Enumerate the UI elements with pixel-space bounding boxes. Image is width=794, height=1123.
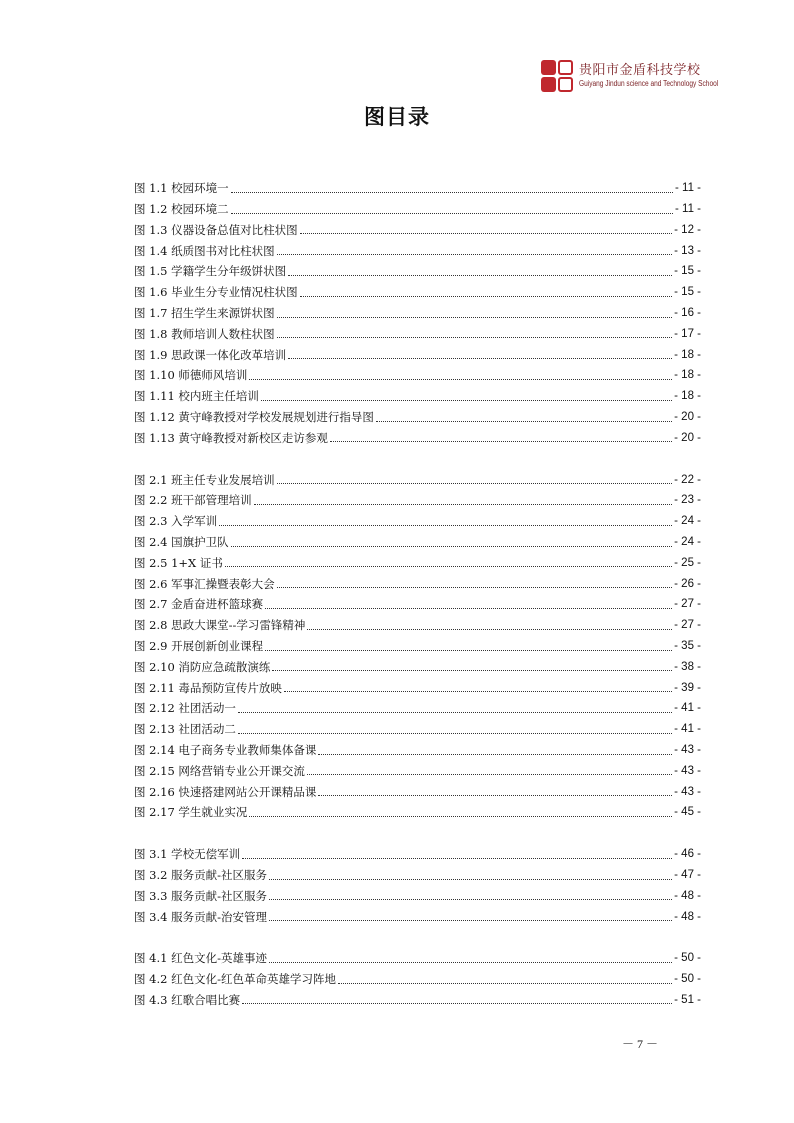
toc-entry-label: 图 2.14 电子商务专业教师集体备课	[134, 743, 317, 758]
toc-entry-label: 图 1.10 师德师风培训	[134, 368, 248, 383]
toc-entry-label: 图 2.8 思政大课堂--学习雷锋精神	[134, 618, 306, 633]
dot-leader	[231, 192, 673, 193]
toc-entry-label: 图 1.1 校园环境一	[134, 181, 229, 196]
toc-entry-page: - 16 -	[674, 307, 701, 320]
toc-entry-label: 图 1.8 教师培训人数柱状图	[134, 326, 275, 341]
toc-entry-page: - 11 -	[675, 203, 701, 216]
toc-entry-label: 图 1.3 仪器设备总值对比柱状图	[134, 222, 298, 237]
dot-leader	[231, 546, 673, 547]
dot-leader	[269, 962, 672, 963]
toc-entry[interactable]	[134, 863, 701, 884]
toc-entry[interactable]	[134, 384, 701, 405]
toc-entry-page: - 17 -	[674, 327, 701, 340]
dot-leader	[307, 774, 672, 775]
dot-leader	[261, 400, 672, 401]
toc-entry-page: - 47 -	[674, 869, 701, 881]
toc-entry[interactable]	[134, 717, 701, 738]
toc-entry[interactable]	[134, 530, 701, 551]
toc-entry-label: 图 3.3 服务贡献-社区服务	[134, 888, 267, 903]
toc-entry-label: 图 3.2 服务贡献-社区服务	[134, 868, 267, 882]
toc-entry-page: - 38 -	[674, 660, 701, 673]
toc-entry-label: 图 2.3 入学军训	[134, 514, 218, 529]
toc-entry-label: 图 1.7 招生学生来源饼状图	[134, 306, 275, 321]
school-name	[579, 64, 749, 88]
toc-entry-page: - 24 -	[674, 536, 701, 549]
dot-leader	[318, 754, 672, 755]
toc-entry-page: - 20 -	[674, 431, 701, 444]
dot-leader	[249, 379, 672, 380]
toc-entry-label: 图 1.11 校内班主任培训	[134, 389, 259, 404]
toc-entry-page: - 24 -	[674, 515, 701, 528]
toc-entry[interactable]	[134, 238, 701, 259]
toc-entry[interactable]	[134, 342, 701, 363]
toc-entry-page: - 12 -	[674, 223, 701, 236]
dot-leader	[265, 650, 672, 651]
toc-entry[interactable]	[134, 592, 701, 613]
toc-entry-label: 图 2.10 消防应急疏散演练	[134, 659, 271, 674]
toc-entry-page: - 15 -	[674, 286, 701, 299]
dot-leader	[277, 587, 673, 588]
dot-leader	[269, 920, 672, 921]
toc-entry-page: - 11 -	[675, 182, 701, 195]
dot-leader	[300, 233, 673, 234]
toc-entry-label: 图 2.7 金盾奋进杯篮球赛	[134, 597, 264, 612]
toc-entry-label: 图 2.13 社团活动二	[134, 722, 236, 737]
toc-entry-label: 图 1.6 毕业生分专业情况柱状图	[134, 285, 298, 300]
toc-entry-page: - 48 -	[674, 910, 701, 923]
toc-entry-page: - 26 -	[674, 577, 701, 590]
toc-entry-page: - 18 -	[674, 369, 701, 382]
dot-leader	[307, 629, 672, 630]
toc-entry-page: - 27 -	[674, 598, 701, 611]
toc-entry-page: - 48 -	[674, 889, 701, 902]
dot-leader	[269, 899, 672, 900]
toc-entry[interactable]	[134, 946, 701, 967]
toc-entry-label: 图 1.5 学籍学生分年级饼状图	[134, 264, 287, 279]
toc-entry-page: - 22 -	[674, 473, 701, 486]
figure-group	[134, 176, 701, 446]
page-title: 图目录	[364, 105, 430, 129]
dot-leader	[254, 504, 673, 505]
toc-entry-page: - 35 -	[674, 640, 701, 653]
toc-entry-page: - 15 -	[674, 265, 701, 278]
dot-leader	[249, 816, 672, 817]
toc-entry-page: - 23 -	[674, 494, 701, 507]
toc-entry-page: - 41 -	[674, 723, 701, 736]
toc-entry-page: - 18 -	[674, 348, 701, 361]
dot-leader	[277, 483, 673, 484]
dot-leader	[219, 525, 672, 526]
school-logo-icon	[541, 60, 574, 93]
figure-group	[134, 467, 701, 821]
toc-entry-label: 图 2.16 快速搭建网站公开课精品课	[134, 784, 317, 799]
toc-entry-label: 图 2.5 1+X 证书	[134, 555, 223, 570]
toc-entry-label: 图 4.3 红歌合唱比赛	[134, 992, 241, 1007]
dot-leader	[277, 254, 673, 255]
toc-entry-page: - 50 -	[674, 973, 701, 986]
toc-entry[interactable]	[134, 551, 701, 572]
toc-entry-label: 图 2.4 国旗护卫队	[134, 535, 229, 550]
toc-entry-label: 图 2.2 班干部管理培训	[134, 493, 252, 508]
dot-leader	[284, 691, 672, 692]
dot-leader	[277, 337, 673, 338]
toc-entry-label: 图 2.11 毒品预防宣传片放映	[134, 680, 282, 695]
page-number: － 7 －	[622, 1037, 659, 1051]
toc-entry-page: - 20 -	[674, 411, 701, 424]
toc-entry[interactable]	[134, 363, 701, 384]
toc-entry-label: 图 4.2 红色文化-红色革命英雄学习阵地	[134, 972, 336, 987]
toc-entry-page: - 41 -	[674, 702, 701, 715]
toc-entry[interactable]	[134, 467, 701, 488]
toc-entry[interactable]	[134, 301, 701, 322]
dot-leader	[300, 296, 673, 297]
toc-entry[interactable]	[134, 967, 701, 988]
toc-entry-label: 图 2.17 学生就业实况	[134, 805, 248, 820]
toc-entry-label: 图 4.1 红色文化-英雄事迹	[134, 951, 267, 966]
toc-entry-label: 图 1.4 纸质图书对比柱状图	[134, 243, 275, 258]
toc-entry[interactable]	[134, 613, 701, 634]
toc-entry[interactable]	[134, 842, 701, 863]
school-name-cn: 贵阳市金盾科技学校	[579, 63, 701, 78]
dot-leader	[277, 317, 673, 318]
toc-entry-page: - 25 -	[674, 556, 701, 569]
toc-entry[interactable]	[134, 655, 701, 676]
school-header	[541, 58, 721, 94]
toc-entry[interactable]	[134, 738, 701, 759]
toc-entry-page: - 45 -	[674, 806, 701, 819]
toc-entry-page: - 50 -	[674, 952, 701, 965]
toc-entry-label: 图 2.1 班主任专业发展培训	[134, 472, 275, 487]
dot-leader	[269, 879, 672, 880]
dot-leader	[330, 441, 672, 442]
dot-leader	[265, 608, 672, 609]
toc-entry[interactable]	[134, 759, 701, 780]
toc-entry-page: - 51 -	[674, 993, 701, 1006]
dot-leader	[288, 358, 672, 359]
toc-entry-label: 图 2.15 网络营销专业公开课交流	[134, 763, 305, 778]
toc-entry-page: - 46 -	[674, 848, 701, 861]
toc-entry[interactable]	[134, 509, 701, 530]
figure-list	[134, 176, 701, 1029]
dot-leader	[231, 213, 673, 214]
toc-entry[interactable]	[134, 405, 701, 426]
toc-entry-page: - 27 -	[674, 619, 701, 632]
toc-entry-label: 图 1.9 思政课一体化改革培训	[134, 347, 287, 362]
toc-entry-label: 图 1.13 黄守峰教授对新校区走访参观	[134, 430, 328, 445]
toc-entry[interactable]	[134, 322, 701, 343]
toc-entry-label: 图 3.1 学校无偿军训	[134, 847, 241, 862]
toc-entry[interactable]	[134, 904, 701, 925]
toc-entry[interactable]	[134, 218, 701, 239]
toc-entry-page: - 18 -	[674, 390, 701, 403]
toc-entry-label: 图 2.12 社团活动一	[134, 701, 236, 716]
dot-leader	[238, 733, 672, 734]
toc-entry[interactable]	[134, 197, 701, 218]
school-name-en: Guiyang Jindun science and Technology School	[579, 79, 719, 88]
toc-entry-page: - 39 -	[674, 681, 701, 694]
toc-entry-page: - 43 -	[674, 764, 701, 777]
figure-group	[134, 946, 701, 1008]
toc-entry-page: - 13 -	[674, 244, 701, 257]
toc-entry[interactable]	[134, 675, 701, 696]
toc-entry[interactable]	[134, 884, 701, 905]
toc-entry[interactable]	[134, 696, 701, 717]
dot-leader	[376, 421, 672, 422]
toc-entry[interactable]	[134, 259, 701, 280]
dot-leader	[272, 670, 672, 671]
dot-leader	[225, 566, 672, 567]
toc-entry-page: - 43 -	[674, 785, 701, 798]
toc-entry[interactable]	[134, 988, 701, 1009]
toc-entry[interactable]	[134, 280, 701, 301]
toc-entry[interactable]	[134, 488, 701, 509]
toc-entry-label: 图 1.12 黄守峰教授对学校发展规划进行指导图	[134, 410, 374, 425]
dot-leader	[288, 275, 672, 276]
toc-entry[interactable]	[134, 176, 701, 197]
dot-leader	[242, 1003, 672, 1004]
dot-leader	[242, 858, 672, 859]
toc-entry[interactable]	[134, 634, 701, 655]
toc-entry-label: 图 2.6 军事汇操暨表彰大会	[134, 576, 275, 591]
toc-entry[interactable]	[134, 779, 701, 800]
toc-entry-label: 图 3.4 服务贡献-治安管理	[134, 909, 267, 924]
toc-entry[interactable]	[134, 426, 701, 447]
dot-leader	[338, 983, 672, 984]
toc-entry-label: 图 2.9 开展创新创业课程	[134, 639, 264, 654]
toc-entry[interactable]	[134, 571, 701, 592]
figure-group	[134, 842, 701, 925]
toc-entry-label: 图 1.2 校园环境二	[134, 202, 229, 217]
dot-leader	[238, 712, 672, 713]
toc-entry[interactable]	[134, 800, 701, 821]
toc-entry-page: - 43 -	[674, 744, 701, 757]
dot-leader	[318, 795, 672, 796]
